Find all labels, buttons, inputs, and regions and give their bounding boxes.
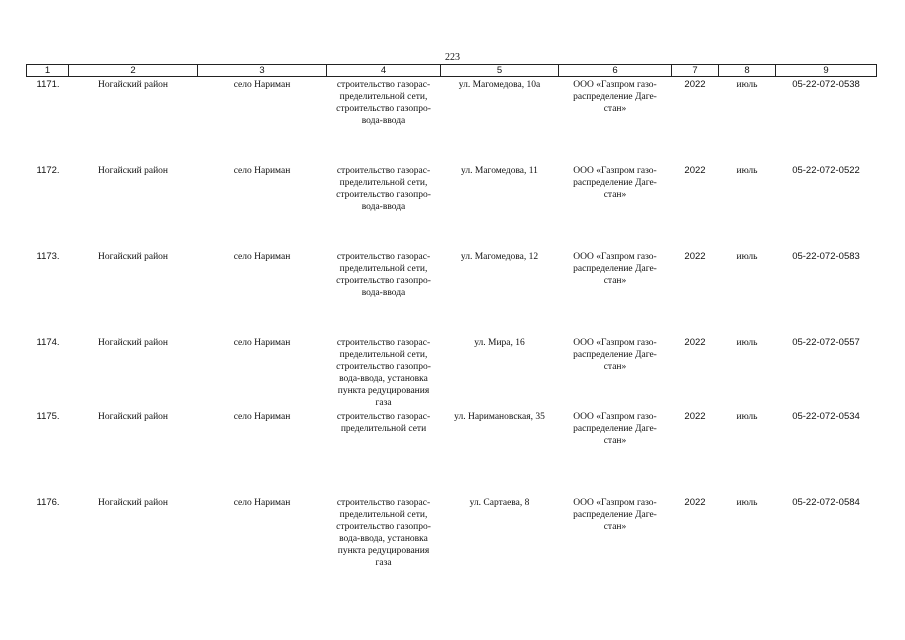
organization-line: распределение Даге- bbox=[573, 177, 657, 188]
village-cell: село Нариман bbox=[233, 165, 291, 176]
table-row bbox=[27, 409, 877, 495]
work-description-line: строительство газорас- bbox=[336, 411, 431, 422]
row-number: 1176. bbox=[36, 496, 60, 508]
work-description-line: пределительной сети, bbox=[339, 177, 428, 188]
month-cell: июль bbox=[736, 251, 758, 262]
organization-cell bbox=[559, 335, 672, 409]
table-row bbox=[27, 249, 877, 335]
year-cell: 2022 bbox=[684, 164, 706, 176]
page-number: 223 bbox=[445, 52, 460, 63]
header-col-7: 7 bbox=[672, 65, 719, 77]
work-description-cell bbox=[327, 77, 441, 163]
organization-line: ООО «Газпром газо- bbox=[573, 411, 657, 422]
table-header bbox=[27, 65, 877, 77]
month-cell: июль bbox=[736, 497, 758, 508]
work-description-line: строительство газорас- bbox=[336, 497, 431, 508]
address-cell: ул. Наримановская, 35 bbox=[454, 411, 545, 422]
district-cell: Ногайский район bbox=[97, 337, 169, 348]
address-cell: ул. Мира, 16 bbox=[474, 337, 525, 348]
header-col-3: 3 bbox=[198, 65, 327, 77]
month-cell: июль bbox=[736, 80, 758, 90]
organization-line: стан» bbox=[603, 275, 627, 286]
header-col-8: 8 bbox=[719, 65, 776, 77]
work-description-line: строительство газорас- bbox=[336, 337, 431, 348]
header-col-4: 4 bbox=[327, 65, 441, 77]
work-description-line: вода-ввода, установка bbox=[339, 373, 428, 384]
organization-line: распределение Даге- bbox=[573, 349, 657, 360]
table-row bbox=[27, 163, 877, 249]
work-description-line: строительство газопро- bbox=[336, 275, 431, 286]
organization-line: стан» bbox=[603, 521, 627, 532]
organization-line: ООО «Газпром газо- bbox=[573, 251, 657, 262]
district-cell: Ногайский район bbox=[97, 497, 169, 508]
code-cell: 05-22-072-0522 bbox=[792, 164, 860, 176]
table-row bbox=[27, 77, 877, 163]
row-number: 1171. bbox=[36, 79, 60, 90]
organization-cell bbox=[559, 163, 672, 249]
district-cell: Ногайский район bbox=[97, 251, 169, 262]
work-description-cell bbox=[327, 409, 441, 495]
header-col-5: 5 bbox=[441, 65, 559, 77]
district-cell: Ногайский район bbox=[97, 80, 169, 90]
organization-line: стан» bbox=[603, 189, 627, 200]
work-description-line: вода-ввода bbox=[361, 287, 406, 298]
district-cell: Ногайский район bbox=[97, 165, 169, 176]
table-row bbox=[27, 335, 877, 409]
work-description-cell bbox=[327, 495, 441, 569]
organization-line: ООО «Газпром газо- bbox=[573, 165, 657, 176]
header-col-6: 6 bbox=[559, 65, 672, 77]
work-description-line: вода-ввода bbox=[361, 116, 406, 126]
address-cell: ул. Магомедова, 10а bbox=[458, 80, 541, 90]
organization-line: распределение Даге- bbox=[573, 263, 657, 274]
row-number: 1175. bbox=[36, 410, 60, 422]
month-cell: июль bbox=[736, 411, 758, 422]
year-cell: 2022 bbox=[684, 496, 706, 508]
work-description-line: вода-ввода bbox=[361, 201, 406, 212]
organization-line: ООО «Газпром газо- bbox=[573, 497, 657, 508]
work-description-line: пределительной сети, bbox=[339, 509, 428, 520]
row-number: 1172. bbox=[36, 164, 60, 176]
table-body bbox=[27, 77, 877, 569]
organization-cell bbox=[559, 409, 672, 495]
address-cell: ул. Магомедова, 11 bbox=[461, 165, 538, 176]
registry-table bbox=[26, 64, 877, 569]
organization-line: стан» bbox=[603, 104, 627, 114]
organization-line: стан» bbox=[603, 361, 627, 372]
row-number: 1174. bbox=[36, 336, 60, 348]
organization-line: распределение Даге- bbox=[573, 423, 657, 434]
work-description-line: газа bbox=[375, 397, 392, 408]
work-description-line: строительство газорас- bbox=[336, 80, 431, 90]
code-cell: 05-22-072-0584 bbox=[792, 496, 860, 508]
village-cell: село Нариман bbox=[233, 80, 291, 90]
work-description-line: строительство газопро- bbox=[336, 521, 431, 532]
work-description-cell bbox=[327, 249, 441, 335]
organization-cell bbox=[559, 249, 672, 335]
organization-cell bbox=[559, 495, 672, 569]
work-description-line: строительство газопро- bbox=[336, 189, 431, 200]
header-col-1: 1 bbox=[27, 65, 69, 77]
work-description-line: пункта редуцирования bbox=[337, 385, 430, 396]
month-cell: июль bbox=[736, 165, 758, 176]
village-cell: село Нариман bbox=[233, 411, 291, 422]
work-description-line: пределительной сети, bbox=[339, 263, 428, 274]
work-description-line: вода-ввода, установка bbox=[339, 533, 428, 544]
address-cell: ул. Магомедова, 12 bbox=[460, 251, 539, 262]
row-number: 1173. bbox=[36, 250, 60, 262]
village-cell: село Нариман bbox=[233, 337, 291, 348]
work-description-line: пределительной сети bbox=[340, 423, 427, 434]
district-cell: Ногайский район bbox=[97, 411, 169, 422]
work-description-cell bbox=[327, 335, 441, 409]
organization-line: распределение Даге- bbox=[573, 509, 657, 520]
code-cell: 05-22-072-0557 bbox=[792, 336, 860, 348]
organization-line: стан» bbox=[603, 435, 627, 446]
work-description-line: строительство газопро- bbox=[336, 104, 431, 114]
village-cell: село Нариман bbox=[233, 497, 291, 508]
work-description-line: строительство газопро- bbox=[336, 361, 431, 372]
work-description-line: строительство газорас- bbox=[336, 165, 431, 176]
work-description-line: пункта редуцирования bbox=[337, 545, 430, 556]
work-description-line: газа bbox=[375, 557, 392, 568]
year-cell: 2022 bbox=[684, 336, 706, 348]
organization-line: ООО «Газпром газо- bbox=[573, 80, 657, 90]
year-cell: 2022 bbox=[684, 250, 706, 262]
table-row bbox=[27, 495, 877, 569]
code-cell: 05-22-072-0534 bbox=[792, 410, 860, 422]
year-cell: 2022 bbox=[684, 79, 706, 90]
organization-line: ООО «Газпром газо- bbox=[573, 337, 657, 348]
work-description-line: пределительной сети, bbox=[339, 349, 428, 360]
code-cell: 05-22-072-0538 bbox=[792, 79, 860, 90]
village-cell: село Нариман bbox=[233, 251, 291, 262]
address-cell: ул. Сартаева, 8 bbox=[469, 497, 530, 508]
month-cell: июль bbox=[736, 337, 758, 348]
year-cell: 2022 bbox=[684, 410, 706, 422]
header-col-9: 9 bbox=[776, 65, 877, 77]
organization-cell bbox=[559, 77, 672, 163]
work-description-cell bbox=[327, 163, 441, 249]
header-col-2: 2 bbox=[69, 65, 198, 77]
work-description-line: строительство газорас- bbox=[336, 251, 431, 262]
code-cell: 05-22-072-0583 bbox=[792, 250, 860, 262]
work-description-line: пределительной сети, bbox=[339, 92, 428, 102]
organization-line: распределение Даге- bbox=[573, 92, 657, 102]
